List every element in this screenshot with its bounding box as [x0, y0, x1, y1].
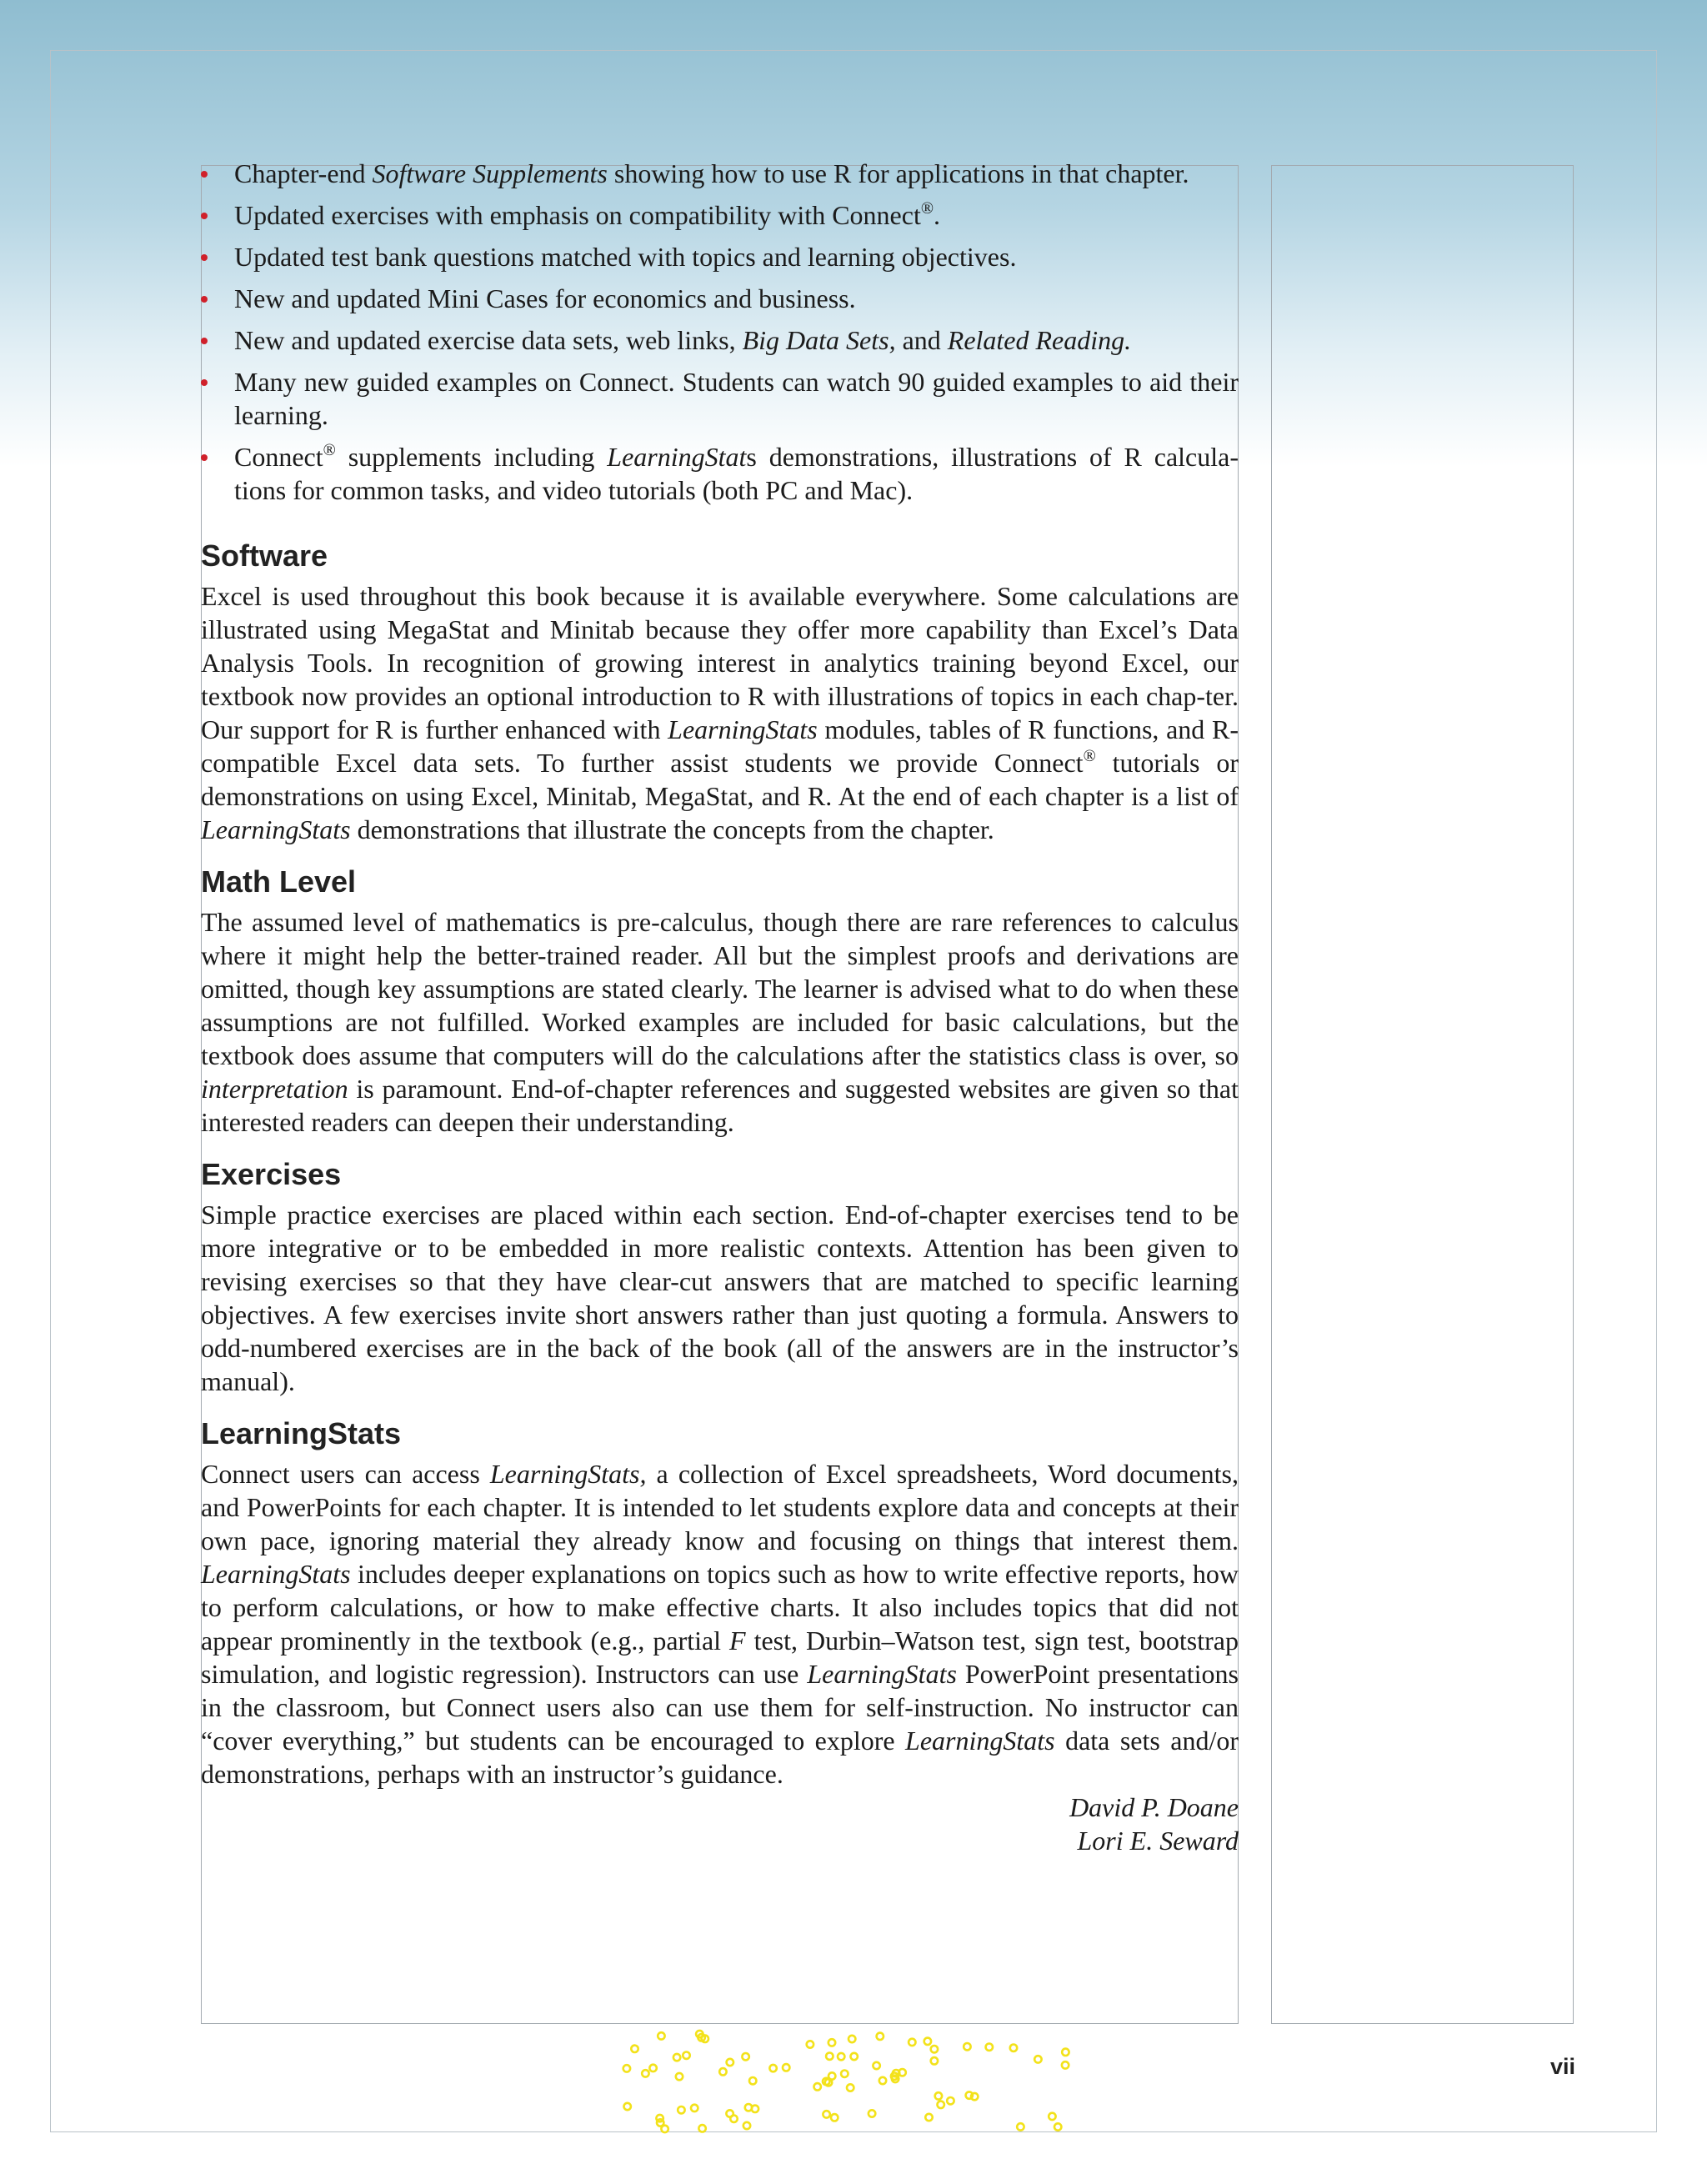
section-heading-exercises: Exercises — [201, 1157, 342, 1191]
decorative-dot — [938, 2101, 944, 2108]
decorative-dot — [623, 2065, 630, 2071]
bullet-item — [201, 440, 1239, 507]
bullet-icon — [201, 171, 208, 178]
bullet-icon — [201, 379, 208, 386]
decorative-dot — [658, 2032, 664, 2039]
decorative-dot — [678, 2106, 684, 2113]
decorative-dot — [1017, 2123, 1024, 2130]
bullet-text: New and updated Mini Cases for economics and business. — [234, 283, 856, 313]
decorative-dot — [742, 2053, 748, 2060]
section-heading-math-level: Math Level — [201, 864, 357, 899]
bullet-icon — [201, 296, 208, 303]
decorative-dot — [964, 2043, 970, 2050]
decorative-dot — [848, 2036, 855, 2042]
author-signature-2: Lori E. Seward — [1077, 1826, 1239, 1856]
decorative-dot — [838, 2053, 844, 2060]
decorative-dot — [683, 2052, 689, 2059]
section-paragraph-software: Excel is used throughout this book because it is available everywhere. Some calculations are illustrated using MegaStat and Minitab because they offer more capability than Excel’s Data Analysis Tools. In recognition of growing interest in analytics training beyond Excel, our textbook now provides an optional introduction to R with illustrations of topics in each chap-ter. Our support for R is further enhanced with LearningStats modules, tables of R functions, and R-compatible Excel data sets. To further assist students we provide Connect® tutorials or demonstrations on using Excel, Minitab, MegaStat, and R. At the end of each chapter is a list of LearningStats demonstrations that illustrate the concepts from the chapter. — [201, 581, 1239, 844]
decorative-dot — [924, 2038, 931, 2045]
decorative-dot — [698, 2125, 705, 2131]
bullet-item — [201, 240, 1239, 273]
section-heading-software: Software — [201, 538, 328, 573]
decorative-dot — [879, 2077, 886, 2084]
bullet-item — [201, 282, 1239, 315]
decorative-dot — [925, 2114, 932, 2121]
bullet-icon — [201, 213, 208, 219]
decorative-dot — [1049, 2113, 1055, 2120]
decorative-dot — [727, 2059, 733, 2066]
bullet-item — [201, 365, 1239, 432]
section-paragraph-learningstats: Connect users can access LearningStats, a collection of Excel spreadsheets, Word documents, and PowerPoints for each chapter. It is intended to let students explore data and concepts at their own pace, ignoring material they already know and focusing on things that interest them. LearningStats includes deeper explanations on topics such as how to write effective reports, how to perform calculations, or how to make effective charts. It also includes topics that did not appear prominently in the textbook (e.g., partial F test, Durbin–Watson test, sign test, bootstrap simulation, and logistic regression). Instructors can use LearningStats PowerPoint presentations in the classroom, but Connect users also can use them for self-instruction. No instructor can “cover everything,” but students can be encouraged to explore LearningStats data sets and/or demonstrations, perhaps with an instructor’s guidance. — [201, 1459, 1239, 1789]
bullet-item — [201, 198, 1239, 232]
decorative-dot — [749, 2077, 756, 2084]
decorative-dot — [828, 2072, 835, 2079]
decorative-dot — [909, 2039, 915, 2046]
decorative-dot — [745, 2104, 752, 2111]
section-paragraph-exercises: Simple practice exercises are placed within each section. End-of-chapter exercises tend to be more integrative or to be embedded in more realistic contexts. Attention has been given to revising exercises so that they have clear-cut answers that are matched to specific learning objectives. A few exercises invite short answers rather than just quoting a formula. Answers to odd-numbered exercises are in the back of the book (all of the answers are in the instructor’s manual). — [201, 1200, 1239, 1396]
decorative-dot — [847, 2084, 854, 2091]
decorative-dot — [986, 2044, 993, 2051]
bullet-icon — [201, 454, 208, 461]
margin-column-frame — [1271, 165, 1574, 2024]
bullet-icon — [201, 338, 208, 344]
decorative-dot — [935, 2092, 942, 2099]
bullet-icon — [201, 254, 208, 261]
decorative-dot — [826, 2053, 833, 2060]
section-heading-learningstats: LearningStats — [201, 1416, 402, 1450]
bullet-text: Chapter-end Software Supplements showing how to use R for applications in that chapter. — [234, 158, 1189, 188]
decorative-dot — [649, 2065, 656, 2071]
decorative-dots-pattern — [608, 2027, 1100, 2134]
decorative-dot — [966, 2091, 973, 2098]
decorative-dot — [631, 2046, 638, 2052]
decorative-dot — [807, 2041, 813, 2047]
decorative-dot — [1062, 2049, 1069, 2056]
decorative-dot — [673, 2054, 680, 2061]
decorative-dot — [1054, 2123, 1061, 2130]
decorative-dot — [769, 2065, 776, 2071]
decorative-dot — [783, 2064, 789, 2071]
decorative-dot — [823, 2111, 829, 2117]
decorative-dot — [691, 2105, 698, 2111]
bullet-text: Updated test bank questions matched with topics and learning objectives. — [234, 242, 1017, 272]
section-paragraph-math-level: The assumed level of mathematics is pre-calculus, though there are rare references to calculus where it might help the better-trained reader. All but the simplest proofs and derivations are omitted, though key assumptions are stated clearly. The learner is advised what to do when these assumptions are not fulfilled. Worked examples are included for basic calculations, but the textbook does assume that computers will do the calculations after the statistics class is over, so interpretation is paramount. End-of-chapter references and suggested websites are given so that interested readers can deepen their understanding. — [201, 907, 1239, 1137]
decorative-dot — [869, 2110, 875, 2116]
decorative-dot — [873, 2062, 879, 2069]
decorative-dot — [661, 2126, 668, 2132]
bullet-text: New and updated exercise data sets, web links, Big Data Sets, and Related Reading. — [234, 325, 1132, 355]
decorative-dot — [1062, 2061, 1069, 2068]
decorative-dot — [624, 2103, 631, 2110]
bullet-text: Connect® supplements including LearningStats demonstrations, illustrations of R calcula-tions for common tasks, and video tutorials (both PC and Mac). — [234, 441, 1239, 505]
decorative-dot — [726, 2110, 733, 2116]
page-number: vii — [1549, 2054, 1575, 2079]
author-signature-1: David P. Doane — [1069, 1792, 1239, 1822]
decorative-dot — [1010, 2045, 1017, 2051]
decorative-dot — [676, 2073, 683, 2080]
decorative-dot — [831, 2114, 838, 2121]
bullet-text: Updated exercises with emphasis on compatibility with Connect®. — [234, 199, 941, 230]
decorative-dot — [719, 2068, 726, 2075]
decorative-dot — [877, 2033, 884, 2040]
decorative-dot — [899, 2069, 905, 2076]
preface-content — [201, 157, 1239, 1857]
bullet-item — [201, 157, 1239, 190]
decorative-dot — [841, 2071, 848, 2077]
decorative-dot — [828, 2039, 835, 2046]
decorative-dot — [851, 2053, 858, 2060]
decorative-dot — [931, 2046, 938, 2052]
decorative-dot — [1034, 2056, 1041, 2062]
decorative-dot — [814, 2083, 821, 2090]
decorative-dot — [743, 2122, 750, 2129]
decorative-dot — [931, 2057, 938, 2064]
bullet-text: Many new guided examples on Connect. Students can watch 90 guided examples to aid their learning. — [234, 367, 1239, 430]
features-bullet-list — [201, 157, 1239, 507]
bullet-item — [201, 323, 1239, 357]
decorative-dot — [947, 2097, 954, 2104]
decorative-dot — [642, 2070, 648, 2076]
